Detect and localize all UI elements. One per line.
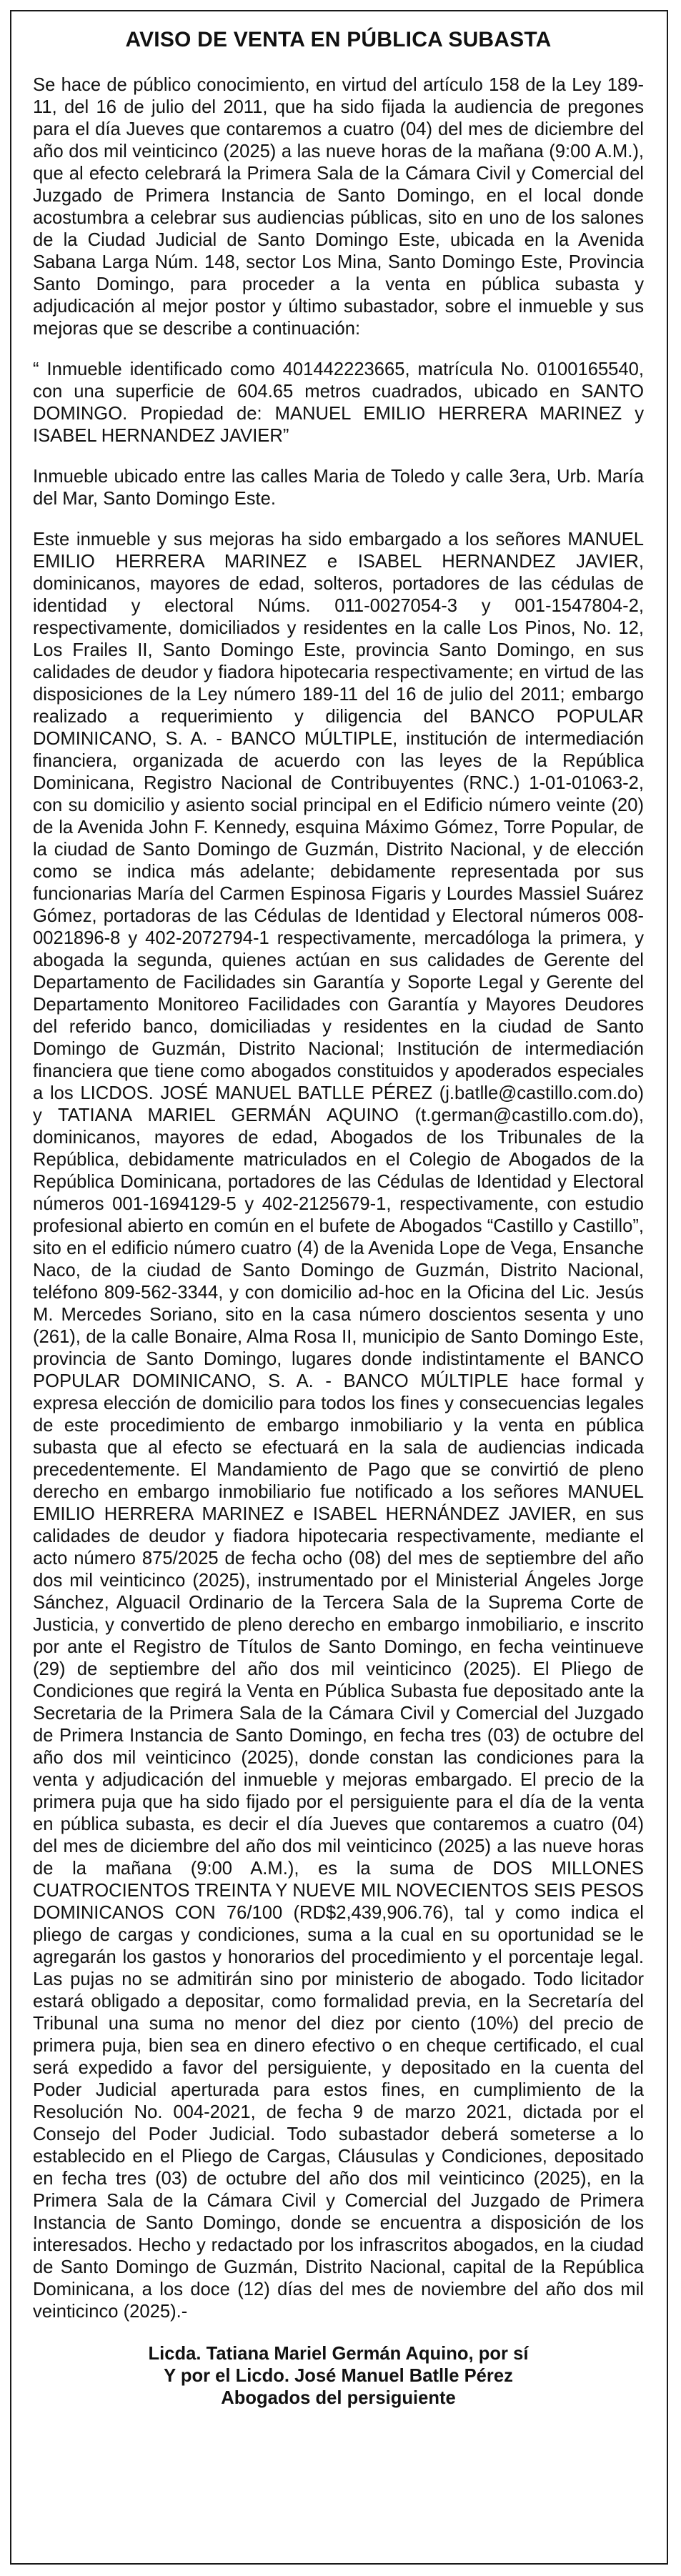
intro-paragraph: Se hace de público conocimiento, en virtud del artículo 158 de la Ley 189-11, del 16 de julio del 2011, que ha sido fijada la audiencia de pregones para el día Jueves que contaremos a cuatro (04) del mes de diciembre del año dos mil veinticinco (2025) a las nueve horas de la mañana (9:00 A.M.), que al efecto celebrará la Primera Sala de la Cámara Civil y Comercial del Juzgado de Primera Instancia de Santo Domingo, en el local donde acostumbra a celebrar sus audiencias públicas, sito en uno de los salones de la Ciudad Judicial de Santo Domingo Este, ubicada en la Avenida Sabana Larga Núm. 148, sector Los Mina, Santo Domingo Este, Provincia Santo Domingo, para proceder a la venta en pública subasta y adjudicación al mejor postor y último subastador, sobre el inmueble y sus mejoras que se describe a continuación: [33, 75, 644, 339]
notice-title: AVISO DE VENTA EN PÚBLICA SUBASTA [125, 28, 552, 51]
seizure-details-paragraph: Este inmueble y sus mejoras ha sido embargado a los señores MANUEL EMILIO HERRERA MARINEZ e ISABEL HERNANDEZ JAVIER, dominicanos, mayores de edad, solteros, portadores de las cédulas de identidad y electoral Núms. 011-0027054-3 y 001-1547804-2, respectivamente, domiciliados y residentes en la calle Los Pinos, No. 12, Los Frailes II, Santo Domingo Este, provincia Santo Domingo, en sus calidades de deudor y fiadora hipotecaria respectivamente; en virtud de las disposiciones de la Ley número 189-11 del 16 de julio del 2011; embargo realizado a requerimiento y diligencia del BANCO POPULAR DOMINICANO, S. A. - BANCO MÚLTIPLE, institución de intermediación financiera, organizada de acuerdo con las leyes de la República Dominicana, Registro Nacional de Contribuyentes (RNC.) 1-01-01063-2, con su domicilio y asiento social principal en el Edificio número veinte (20) de la Avenida John F. Kennedy, esquina Máximo Gómez, Torre Popular, de la ciudad de Santo Domingo de Guzmán, Distrito Nacional, y de elección como se indica más adelante; debidamente representada por sus funcionarias María del Carmen Espinosa Figaris y Lourdes Massiel Suárez Gómez, portadoras de las Cédulas de Identidad y Electoral números 008-0021896-8 y 402-2072794-1 respectivamente, mercadóloga la primera, y abogada la segunda, quienes actúan en sus calidades de Gerente del Departamento de Facilidades sin Garantía y Soporte Legal y Gerente del Departamento Monitoreo Facilidades con Garantía y Mayores Deudores del referido banco, domiciliadas y residentes en la ciudad de Santo Domingo de Guzmán, Distrito Nacional; Institución de intermediación financiera que tiene como abogados constituidos y apoderados especiales a los LICDOS. JOSÉ MANUEL BATLLE PÉREZ (j.batlle@castillo.com.do) y TATIANA MARIEL GERMÁN AQUINO (t.german@castillo.com.do), dominicanos, mayores de edad, Abogados de los Tribunales de la República, debidamente matriculados en el Colegio de Abogados de la República Dominicana, portadores de las Cédulas de Identidad y Electoral números 001-1694129-5 y 402-2125679-1, respectivamente, con estudio profesional abierto en común en el bufete de Abogados “Castillo y Castillo”, sito en el edificio número cuatro (4) de la Avenida Lope de Vega, Ensanche Naco, de la ciudad de Santo Domingo de Guzmán, Distrito Nacional, teléfono 809-562-3344, y con domicilio ad-hoc en la Oficina del Lic. Jesús M. Mercedes Soriano, sito en la casa número doscientos sesenta y uno (261), de la calle Bonaire, Alma Rosa II, municipio de Santo Domingo Este, provincia de Santo Domingo, lugares donde indistintamente el BANCO POPULAR DOMINICANO, S. A. - BANCO MÚLTIPLE hace formal y expresa elección de domicilio para todos los fines y consecuencias legales de este procedimiento de embargo inmobiliario y la venta en pública subasta que al efecto se efectuará en la sala de audiencias indicada precedentemente. El Mandamiento de Pago que se convirtió de pleno derecho en embargo inmobiliario fue notificado a los señores MANUEL EMILIO HERRERA MARINEZ e ISABEL HERNÁNDEZ JAVIER, en sus calidades de deudor y fiadora hipotecaria respectivamente, mediante el acto número 875/2025 de fecha ocho (08) del mes de septiembre del año dos mil veinticinco (2025), instrumentado por el Ministerial Ángeles Jorge Sánchez, Alguacil Ordinario de la Tercera Sala de la Suprema Corte de Justicia, y convertido de pleno derecho en embargo inmobiliario, e inscrito por ante el Registro de Títulos de Santo Domingo, en fecha veintinueve (29) de septiembre del año dos mil veinticinco (2025). El Pliego de Condiciones que regirá la Venta en Pública Subasta fue depositado ante la Secretaria de la Primera Sala de la Cámara Civil y Comercial del Juzgado de Primera Instancia de Santo Domingo, en fecha tres (03) de octubre del año dos mil veinticinco (2025), donde constan las condiciones para la venta y adjudicación del inmueble y mejoras embargado. El precio de la primera puja que ha sido fijado por el persiguiente para el día de la venta en pública subasta, es decir el día Jueves que contaremos a cuatro (04) del mes de diciembre del año dos mil veinticinco (2025) a las nueve horas de la mañana (9:00 A.M.), es la suma de DOS MILLONES CUATROCIENTOS TREINTA Y NUEVE MIL NOVECIENTOS SEIS PESOS DOMINICANOS CON 76/100 (RD$2,439,906.76), tal y como indica el pliego de cargas y condiciones, suma a la cual en su oportunidad se le agregarán los gastos y honorarios del procedimiento y el porcentaje legal. Las pujas no se admitirán sino por ministerio de abogado. Todo licitador estará obligado a depositar, como formalidad previa, en la Secretaría del Tribunal una suma no menor del diez por ciento (10%) del precio de primera puja, bien sea en dinero efectivo o en cheque certificado, el cual será expedido a favor del persiguiente, y depositado en la cuenta del Poder Judicial aperturada para estos fines, en cumplimiento de la Resolución No. 004-2021, de fecha 9 de marzo 2021, dictada por el Consejo del Poder Judicial. Todo subastador deberá someterse a lo establecido en el Pliego de Cargas, Cláusulas y Condiciones, depositado en fecha tres (03) de octubre del año dos mil veinticinco (2025), en la Primera Sala de la Cámara Civil y Comercial del Juzgado de Primera Instancia de Santo Domingo, donde se encuentra a disposición de los interesados. Hecho y redactado por los infrascritos abogados, en la ciudad de Santo Domingo de Guzmán, Distrito Nacional, capital de la República Dominicana, a los doce (12) días del mes de noviembre del año dos mil veinticinco (2025).- [33, 529, 644, 2322]
signature-line-3: Abogados del persiguiente [221, 2388, 456, 2408]
signature-line-2: Y por el Licdo. José Manuel Batlle Pérez [164, 2366, 513, 2386]
signature-line-1: Licda. Tatiana Mariel Germán Aquino, por sí [148, 2344, 529, 2364]
property-description-paragraph: “ Inmueble identificado como 401442223665, matrícula No. 0100165540, con una superficie de 604.65 metros cuadrados, ubicado en SANTO DOMINGO. Propiedad de: MANUEL EMILIO HERRERA MARINEZ y ISABEL HERNANDEZ JAVIER” [33, 359, 644, 446]
property-location-paragraph: Inmueble ubicado entre las calles Maria de Toledo y calle 3era, Urb. María del Mar, Santo Domingo Este. [33, 467, 644, 509]
legal-notice [10, 10, 668, 2565]
signature-block [33, 2343, 644, 2410]
